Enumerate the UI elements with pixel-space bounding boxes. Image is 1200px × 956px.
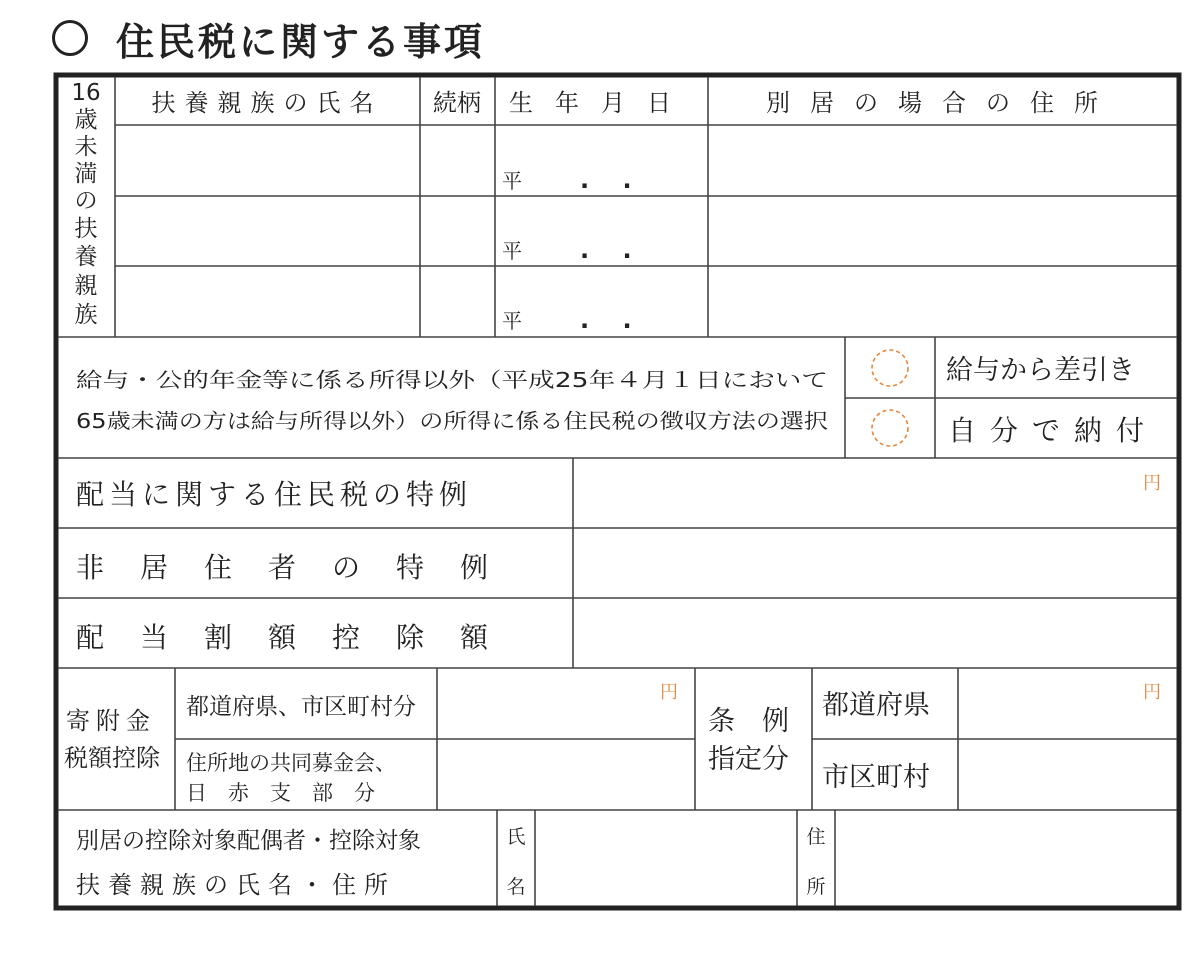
- under16-side-label: [71, 80, 100, 328]
- donation-label-line2: 税額控除: [64, 744, 160, 772]
- birthdate-era: 平: [502, 169, 522, 193]
- side-label-char: 満: [74, 161, 98, 187]
- dividend-special-unit: 円: [1143, 473, 1161, 494]
- side-label-char: 族: [74, 302, 98, 328]
- side-label-char: 養: [74, 244, 98, 270]
- dividend-special-label: 配当に関する住民税の特例: [76, 478, 473, 511]
- option-label-payroll: 給与から差引き: [946, 355, 1135, 386]
- separate-address-label-char: 住: [806, 826, 826, 848]
- side-label-char: 16: [71, 80, 101, 106]
- birthdate-era: 平: [502, 239, 522, 263]
- separate-address-label-char: 所: [806, 876, 826, 898]
- separate-name-label-char: 氏: [506, 826, 526, 848]
- birthdate-era: 平: [502, 309, 522, 333]
- birthdate-separators: . .: [580, 166, 632, 194]
- ordinance-prefecture-unit: 円: [1143, 682, 1161, 703]
- separate-name-label-char: 名: [506, 876, 526, 898]
- nonresident-special-label: 非居住者の特例: [76, 551, 525, 584]
- side-label-char: 親: [74, 273, 98, 299]
- ordinance-label-line2: 指定分: [708, 744, 789, 775]
- ordinance-municipality-label: 市区町村: [822, 762, 930, 793]
- donation-prefectural-label: 都道府県、市区町村分: [186, 694, 416, 720]
- donation-prefectural-unit: 円: [660, 682, 678, 703]
- option-circle-self-pay[interactable]: [872, 410, 908, 446]
- birthdate-separators: . .: [580, 306, 632, 334]
- header-separate-address: 別居の場合の住所: [766, 89, 1118, 117]
- birthdate-separators: . .: [580, 236, 632, 264]
- side-label-char: の: [74, 188, 98, 214]
- donation-label-line1: 寄附金: [66, 707, 156, 735]
- option-circle-payroll[interactable]: [872, 350, 908, 386]
- header-birthdate: 生年月日: [509, 89, 693, 117]
- header-relation: 続柄: [433, 89, 481, 117]
- option-label-self-pay: 自分で納付: [948, 414, 1159, 447]
- collection-method-text-line1: 給与・公的年金等に係る所得以外（平成25年４月１日において: [76, 368, 828, 392]
- side-label-char: 歳: [74, 107, 98, 133]
- donation-community-chest-label: 住所地の共同募金会、: [186, 751, 396, 775]
- section-title: 住民税に関する事項: [116, 19, 486, 64]
- side-label-char: 未: [74, 134, 98, 160]
- separate-label-line2: 扶養親族の氏名・住所: [76, 871, 396, 899]
- side-label-char: 扶: [74, 216, 98, 242]
- dividend-deduction-label: 配当割額控除額: [76, 621, 525, 654]
- ordinance-prefecture-label: 都道府県: [822, 690, 930, 721]
- donation-red-cross-label: 日 赤 支 部 分: [186, 781, 375, 805]
- separate-label-line1: 別居の控除対象配偶者・控除対象: [76, 828, 421, 854]
- header-dependent-name: 扶養親族の氏名: [151, 89, 383, 117]
- ordinance-label-line1: 条 例: [708, 706, 789, 737]
- collection-method-text-line2: 65歳未満の方は給与所得以外）の所得に係る住民税の徴収方法の選択: [76, 409, 829, 433]
